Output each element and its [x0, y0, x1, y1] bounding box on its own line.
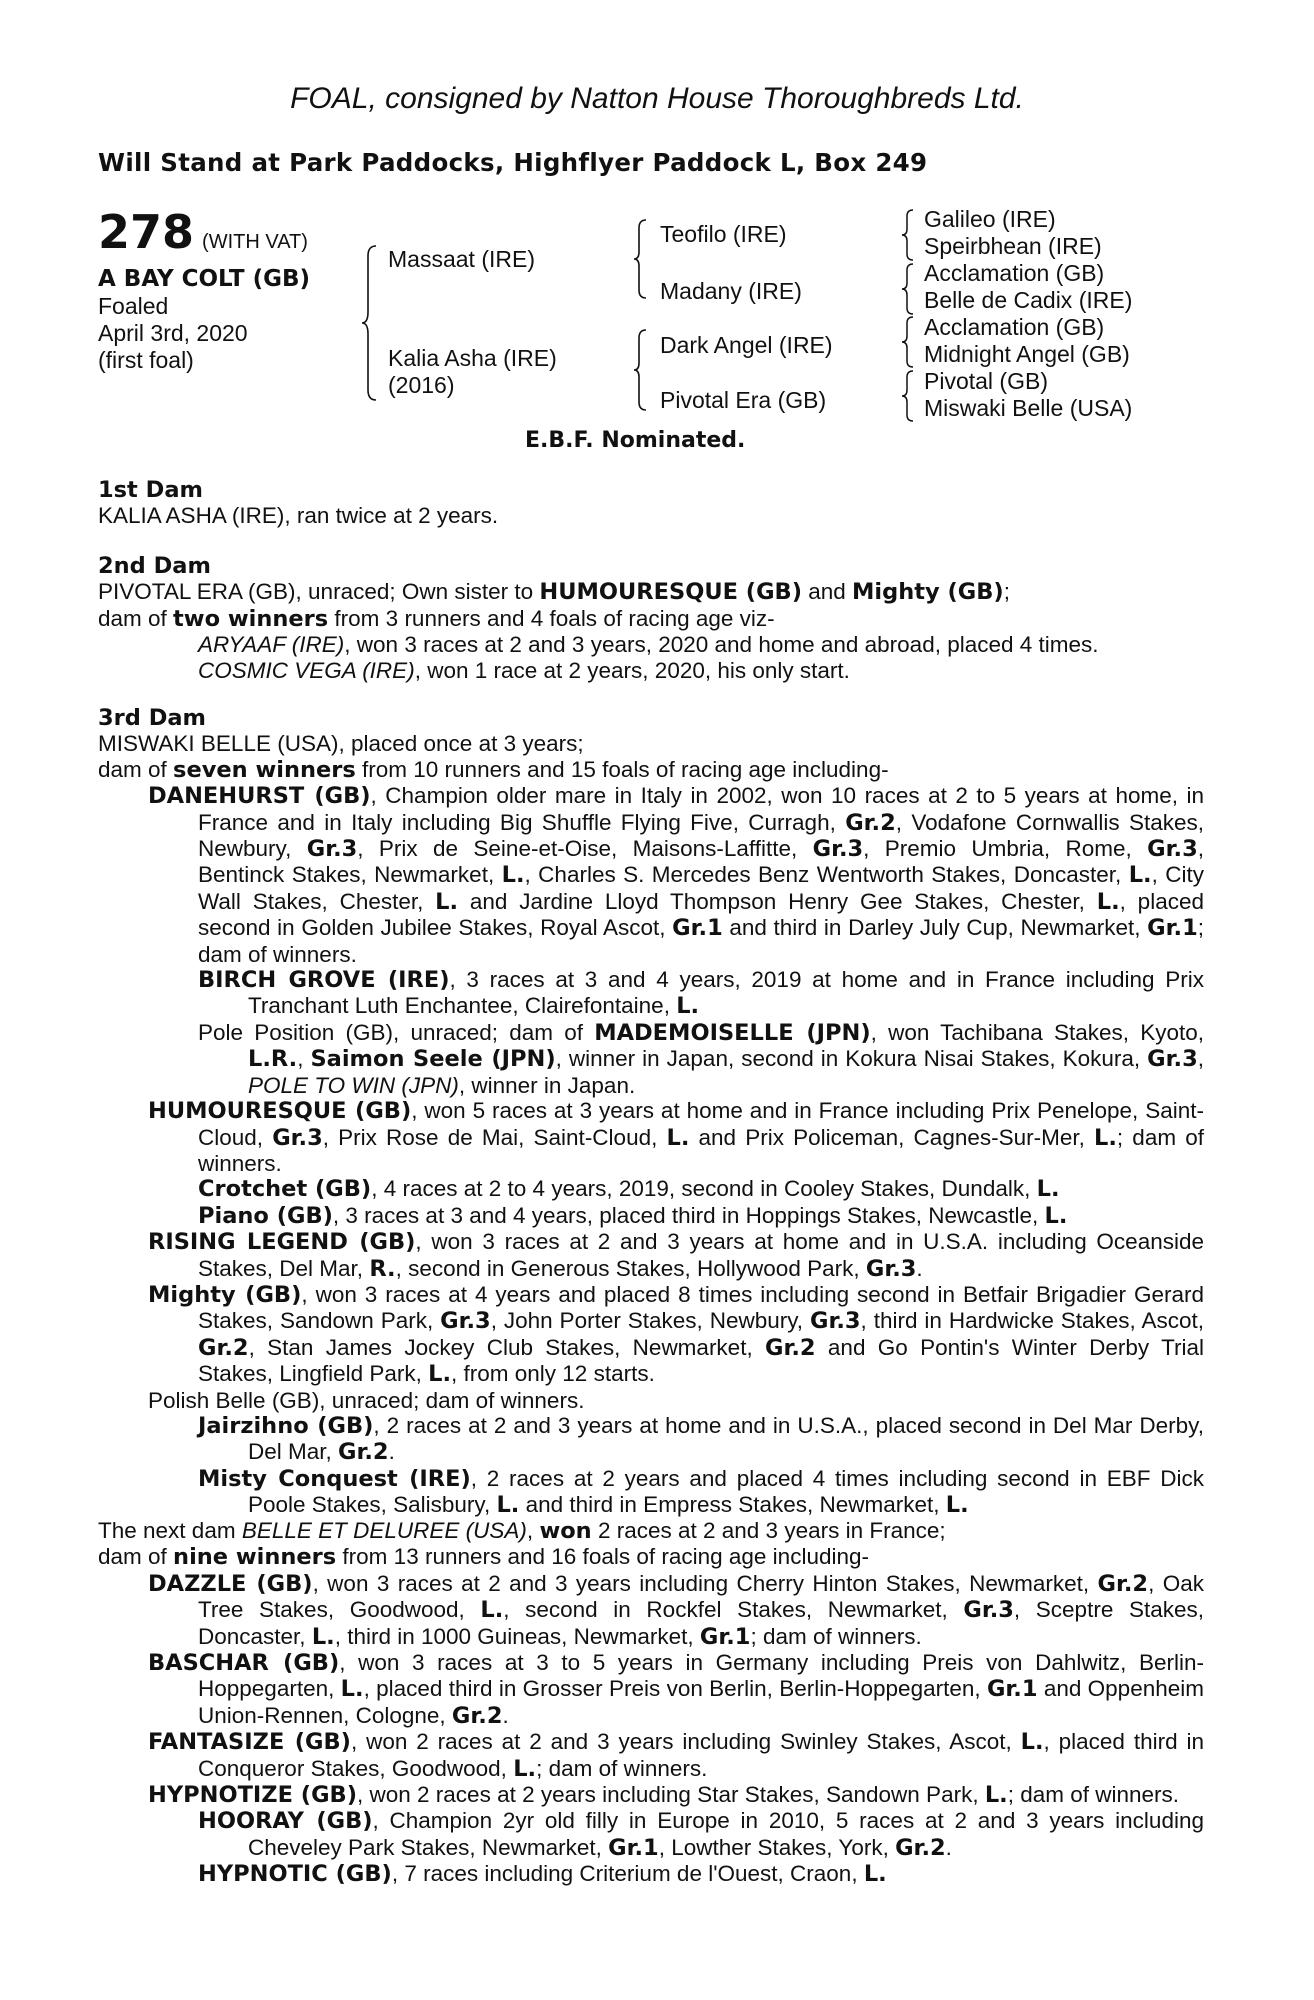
- foaled-date: April 3rd, 2020: [98, 320, 248, 346]
- next-dam-produce-summary: dam of nine winners from 13 runners and 16 foals of racing age including-: [98, 1544, 869, 1571]
- entry-humouresque: HUMOURESQUE (GB), won 5 races at 3 years at home and in France including Prix Penelope, Saint-Cloud, Gr.3, Prix Rose de Mai, Saint-Cloud, L. and Prix Policeman, Cagnes-Sur-Mer, L.; dam of winners.: [148, 1098, 1204, 1176]
- gg-sds: Acclamation (GB): [924, 260, 1105, 286]
- second-dam-section: [98, 554, 1204, 683]
- gg-sss: Galileo (IRE): [924, 206, 1056, 232]
- foal-note: (first foal): [98, 347, 194, 373]
- lot-name: A BAY COLT (GB): [98, 266, 311, 292]
- sire-name: Massaat (IRE): [388, 246, 535, 272]
- vat-label: (WITH VAT): [202, 231, 308, 253]
- entry-hooray: HOORAY (GB), Champion 2yr old filly in Europe in 2010, 5 races at 2 and 3 years including Cheveley Park Stakes, Newmarket, Gr.1, Lowther Stakes, York, Gr.2.: [198, 1808, 1204, 1861]
- gg-dds: Pivotal (GB): [924, 368, 1048, 394]
- entry-hypnotic: HYPNOTIC (GB), 7 races including Criterium de l'Ouest, Craon, L.: [198, 1861, 887, 1888]
- entry-crotchet: Crotchet (GB), 4 races at 2 to 4 years, 2019, second in Cooley Stakes, Dundalk, L.: [198, 1176, 1060, 1203]
- brace-gg4: [900, 369, 916, 423]
- gg-sdd: Belle de Cadix (IRE): [924, 287, 1133, 313]
- dam-parents-brace: [632, 328, 650, 412]
- stand-location: Will Stand at Park Paddocks, Highflyer Paddock L, Box 249: [98, 148, 928, 177]
- foaled-label: Foaled: [98, 293, 169, 319]
- second-dam-produce-summary: dam of two winners from 3 runners and 4 foals of racing age viz-: [98, 605, 775, 632]
- first-dam-text: KALIA ASHA (IRE), ran twice at 2 years.: [98, 503, 499, 529]
- brace-gg1: [900, 208, 916, 262]
- third-dam-line: MISWAKI BELLE (USA), placed once at 3 years;: [98, 731, 584, 757]
- gg-ssd: Speirbhean (IRE): [924, 233, 1102, 259]
- gg-ddd: Miswaki Belle (USA): [924, 395, 1133, 421]
- next-dam-section: [98, 1518, 1204, 1888]
- first-dam-heading: 1st Dam: [98, 477, 203, 503]
- entry-jairzihno: Jairzihno (GB), 2 races at 2 and 3 years at home and in U.S.A., placed second in Del Mar Derby, Del Mar, Gr.2.: [198, 1412, 1204, 1466]
- entry-baschar: BASCHAR (GB), won 3 races at 3 to 5 years in Germany including Preis von Dahlwitz, Berlin-Hoppegarten, L., placed third in Grosser Preis von Berlin, Berlin-Hoppegarten, Gr.1 and Oppenheim Union-Rennen, Cologne, Gr.2.: [148, 1650, 1204, 1729]
- entry-rising-legend: RISING LEGEND (GB), won 3 races at 2 and 3 years at home and in U.S.A. including Oceanside Stakes, Del Mar, R., second in Generous Stakes, Hollywood Park, Gr.3.: [148, 1229, 1204, 1282]
- produce-cosmic-vega: COSMIC VEGA (IRE), won 1 race at 2 years, 2020, his only start.: [198, 657, 850, 683]
- ebf-nominated: E.B.F. Nominated.: [525, 428, 746, 453]
- brace-gg3: [900, 315, 916, 369]
- entry-dazzle: DAZZLE (GB), won 3 races at 2 and 3 years including Cherry Hinton Stakes, Newmarket, Gr.2, Oak Tree Stakes, Goodwood, L., second in Rockfel Stakes, Newmarket, Gr.3, Sceptre Stakes, Doncaster, L., third in 1000 Guineas, Newmarket, Gr.1; dam of winners.: [148, 1570, 1204, 1650]
- consignor-line: FOAL, consigned by Natton House Thoroughbreds Ltd.: [290, 82, 1024, 115]
- entry-birch-grove: BIRCH GROVE (IRE), 3 races at 3 and 4 years, 2019 at home and in France including Prix Tranchant Luth Enchantee, Clairefontaine, L.: [198, 967, 1204, 1020]
- entry-fantasize: FANTASIZE (GB), won 2 races at 2 and 3 years including Swinley Stakes, Ascot, L., placed third in Conqueror Stakes, Goodwood, L.; dam of winners.: [148, 1729, 1205, 1782]
- sire-sire: Teofilo (IRE): [660, 221, 787, 247]
- lot-header: [98, 205, 308, 259]
- sire-dam: Madany (IRE): [660, 278, 802, 304]
- third-dam-section: [98, 706, 1204, 1519]
- lot-number: 278: [98, 205, 195, 259]
- dam-sire: Dark Angel (IRE): [660, 332, 833, 358]
- entry-polish-belle: Polish Belle (GB), unraced; dam of winners.: [148, 1387, 585, 1413]
- sire-parents-brace: [632, 218, 650, 300]
- sibling-mighty: Mighty (GB): [852, 579, 1004, 606]
- second-dam-line: PIVOTAL ERA (GB), unraced; Own sister to HUMOURESQUE (GB) and Mighty (GB);: [98, 579, 1010, 606]
- dam-year: (2016): [388, 372, 455, 398]
- entry-pole-position: Pole Position (GB), unraced; dam of MADEMOISELLE (JPN), won Tachibana Stakes, Kyoto, L.R., Saimon Seele (JPN), winner in Japan, second in Kokura Nisai Stakes, Kokura, Gr.3, POLE TO WIN (JPN), winner in Japan.: [198, 1019, 1204, 1098]
- third-dam-produce-summary: dam of seven winners from 10 runners and 15 foals of racing age including-: [98, 756, 889, 783]
- entry-piano: Piano (GB), 3 races at 3 and 4 years, placed third in Hoppings Stakes, Newcastle, L.: [198, 1202, 1068, 1229]
- entry-misty-conquest: Misty Conquest (IRE), 2 races at 2 years and placed 4 times including second in EBF Dick Poole Stakes, Salisbury, L. and third in Empress Stakes, Newmarket, L.: [198, 1465, 1204, 1519]
- dam-dam: Pivotal Era (GB): [660, 387, 827, 413]
- dam-name: Kalia Asha (IRE): [388, 345, 557, 371]
- gg-dsd: Midnight Angel (GB): [924, 341, 1130, 367]
- produce-aryaaf: ARYAAF (IRE), won 3 races at 2 and 3 years, 2020 and home and abroad, placed 4 times.: [198, 632, 1099, 658]
- entry-hypnotize: HYPNOTIZE (GB), won 2 races at 2 years including Star Stakes, Sandown Park, L.; dam of winners.: [148, 1782, 1180, 1809]
- third-dam-heading: 3rd Dam: [98, 705, 206, 731]
- entry-mighty: Mighty (GB), won 3 races at 4 years and placed 8 times including second in Betfair Brigadier Gerard Stakes, Sandown Park, Gr.3, John Porter Stakes, Newbury, Gr.3, third in Hardwicke Stakes, Ascot, Gr.2, Stan James Jockey Club Stakes, Newmarket, Gr.2 and Go Pontin's Winter Derby Trial Stakes, Lingfield Park, L., from only 12 starts.: [148, 1281, 1205, 1388]
- brace-gg2: [900, 262, 916, 316]
- next-dam-line: The next dam BELLE ET DELUREE (USA), won 2 races at 2 and 3 years in France;: [98, 1518, 946, 1544]
- sibling-humouresque: HUMOURESQUE (GB): [539, 579, 802, 606]
- gg-dss: Acclamation (GB): [924, 314, 1105, 340]
- entry-danehurst: DANEHURST (GB), Champion older mare in Italy in 2002, won 10 races at 2 to 5 years at home, in France and in Italy including Big Shuffle Flying Five, Curragh, Gr.2, Vodafone Cornwallis Stakes, Newbury, Gr.3, Prix de Seine-et-Oise, Maisons-Laffitte, Gr.3, Premio Umbria, Rome, Gr.3, Bentinck Stakes, Newmarket, L., Charles S. Mercedes Benz Wentworth Stakes, Doncaster, L., City Wall Stakes, Chester, L. and Jardine Lloyd Thompson Henry Gee Stakes, Chester, L., placed second in Golden Jubilee Stakes, Royal Ascot, Gr.1 and third in Darley July Cup, Newmarket, Gr.1; dam of winners.: [148, 783, 1204, 967]
- second-dam-heading: 2nd Dam: [98, 553, 211, 579]
- sire-dam-brace: [360, 244, 380, 402]
- first-dam-section: [98, 478, 1204, 529]
